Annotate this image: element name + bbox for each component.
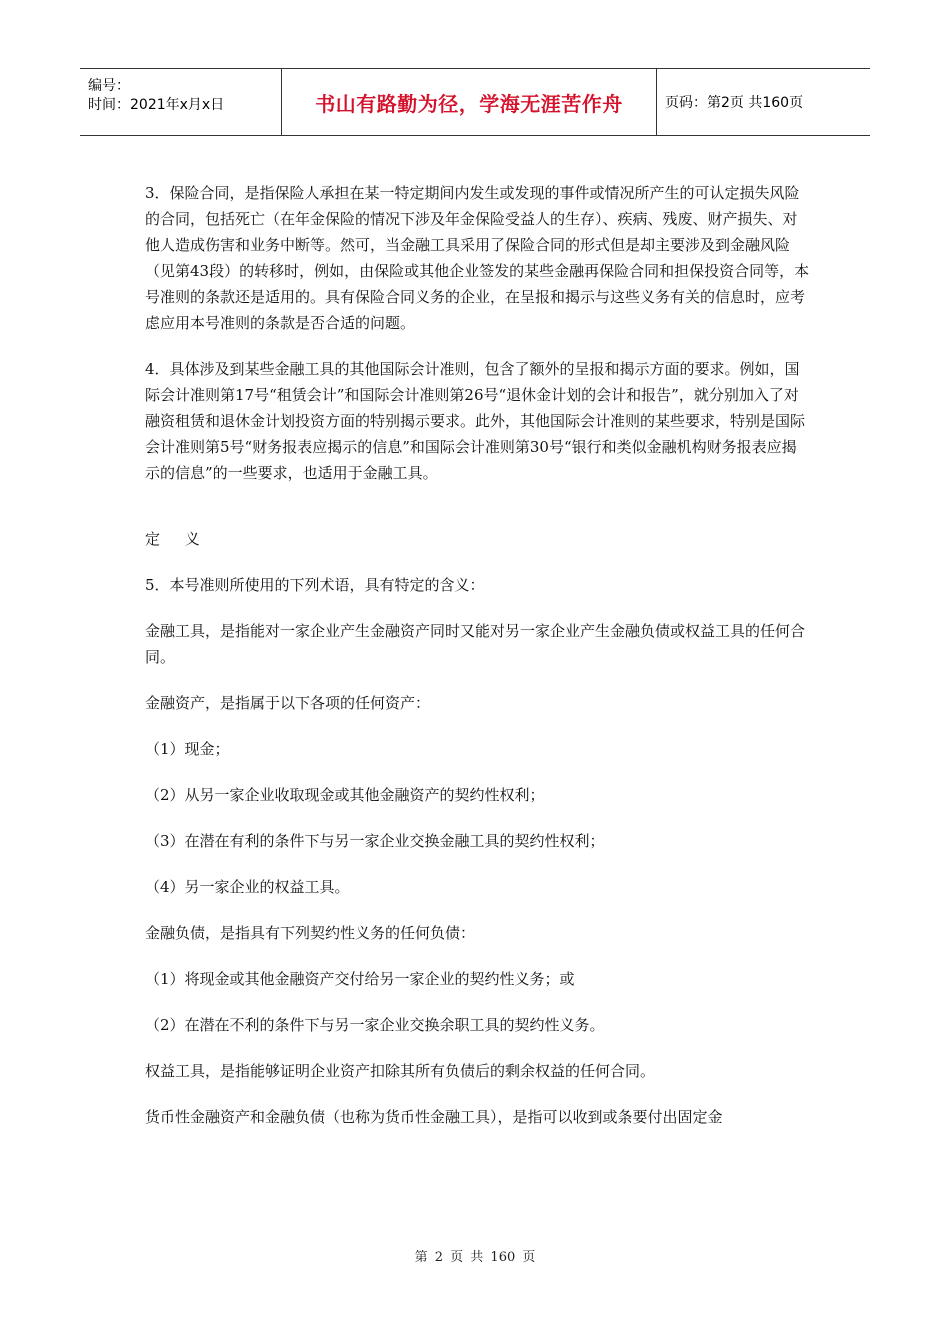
definition-financial-instrument: 金融工具，是指能对一家企业产生金融资产同时又能对另一家企业产生金融负债或权益工具的任何合同。	[145, 622, 806, 666]
asset-item: （1）现金；	[145, 740, 230, 758]
liability-item: （1）将现金或其他金融资产交付给另一家企业的契约性义务；或	[145, 970, 575, 988]
definition-equity-instrument: 权益工具，是指能够证明企业资产扣除其所有负债后的剩余权益的任何合同。	[145, 1062, 656, 1080]
definition-financial-liability: 金融负债，是指具有下列契约性义务的任何负债：	[145, 924, 476, 942]
asset-item: （2）从另一家企业收取现金或其他金融资产的契约性权利；	[145, 786, 545, 804]
asset-item: （4）另一家企业的权益工具。	[145, 878, 350, 896]
definition-monetary-instruments: 货币性金融资产和金融负债（也称为货币性金融工具），是指可以收到或条要付出固定金	[145, 1108, 723, 1126]
definition-financial-asset: 金融资产，是指属于以下各项的任何资产：	[145, 694, 431, 712]
paragraph-3: 3．保险合同，是指保险人承担在某一特定期间内发生或发现的事件或情况所产生的可认定损失风险的合同，包括死亡（在年金保险的情况下涉及年金保险受益人的生存）、疾病、残废、财产损失、对他人造成伤害和业务中断等。然可，当金融工具采用了保险合同的形式但是却主要涉及到金融风险（见第43段）的转移时，例如，由保险或其他企业签发的某些金融再保险合同和担保投资合同等，本号准则的条款还是适用的。具有保险合同义务的企业，在呈报和揭示与这些义务有关的信息时，应考虑应用本号准则的条款是否合适的问题。	[145, 184, 810, 332]
document-number-label: 编号：	[88, 78, 130, 94]
document-time-label: 时间：2021年x月x日	[88, 97, 225, 113]
header-page-info: 页码：第2页 共160页	[665, 95, 804, 111]
section-heading-definitions: 定 义	[145, 530, 210, 548]
header-meta	[80, 69, 282, 135]
paragraph-5: 5．本号准则所使用的下列术语，具有特定的含义：	[145, 576, 485, 594]
liability-item: （2）在潜在不利的条件下与另一家企业交换余职工具的契约性义务。	[145, 1016, 605, 1034]
header-motto: 书山有路勤为径，学海无涯苦作舟	[282, 69, 657, 135]
document-body	[145, 180, 810, 1150]
paragraph-4: 4．具体涉及到某些金融工具的其他国际会计准则，包含了额外的呈报和揭示方面的要求。例如，国际会计准则第17号“租赁会计”和国际会计准则第26号“退休金计划的会计和报告”，就分别加入了对融资租赁和退休金计划投资方面的特别揭示要求。此外，其他国际会计准则的某些要求，特别是国际会计准则第5号“财务报表应揭示的信息”和国际会计准则第30号“银行和类似金融机构财务报表应揭示的信息”的一些要求，也适用于金融工具。	[145, 360, 806, 482]
asset-item: （3）在潜在有利的条件下与另一家企业交换金融工具的契约性权利；	[145, 832, 605, 850]
page-footer: 第 2 页 共 160 页	[414, 1250, 536, 1265]
page-header	[80, 68, 870, 136]
